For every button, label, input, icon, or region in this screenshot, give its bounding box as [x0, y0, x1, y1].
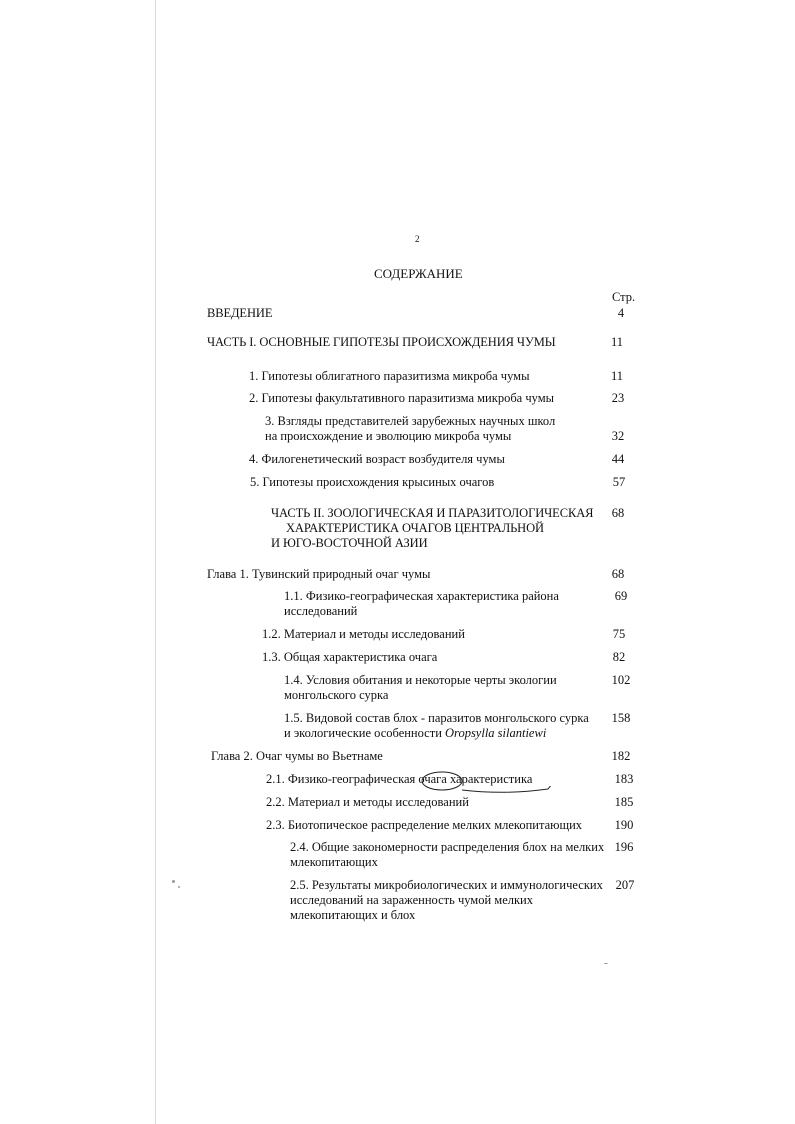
toc-entry-text: 1.1. Физико-географическая характеристика района — [284, 589, 559, 603]
handwritten-circle-mark — [420, 770, 464, 792]
toc-entry-text: исследований на зараженность чумой мелких — [290, 893, 533, 907]
toc-page-number: 185 — [614, 795, 634, 809]
toc-page-number: 68 — [611, 567, 625, 581]
toc-entry-species-name: Oropsylla silantiewi — [445, 726, 547, 740]
toc-page-number: 23 — [611, 391, 625, 405]
toc-entry-text: 2.2. Материал и методы исследований — [266, 795, 469, 809]
toc-page-number: 11 — [610, 335, 624, 349]
toc-page-number: 82 — [612, 650, 626, 664]
toc-page-number: 196 — [614, 840, 634, 854]
toc-page-number: 183 — [614, 772, 634, 786]
toc-entry-text: и экологические особенности Oropsylla silantiewi — [284, 726, 547, 740]
toc-entry-text: Глава 2. Очаг чумы во Вьетнаме — [211, 749, 383, 763]
toc-entry-text: 4. Филогенетический возраст возбудителя чумы — [249, 452, 505, 466]
toc-page-number: 75 — [612, 627, 626, 641]
toc-entry-text: исследований — [284, 604, 358, 618]
toc-entry-text: 1. Гипотезы облигатного паразитизма микроба чумы — [249, 369, 530, 383]
toc-page-number: 182 — [611, 749, 631, 763]
toc-entry-text: И ЮГО-ВОСТОЧНОЙ АЗИИ — [271, 536, 428, 550]
toc-entry-text: 1.2. Материал и методы исследований — [262, 627, 465, 641]
toc-entry-text: ЧАСТЬ II. ЗООЛОГИЧЕСКАЯ И ПАРАЗИТОЛОГИЧЕСКАЯ — [271, 506, 594, 520]
toc-page-number: 69 — [614, 589, 628, 603]
toc-page-number: 68 — [611, 506, 625, 520]
toc-page-number: 158 — [611, 711, 631, 725]
toc-page-number: 32 — [611, 429, 625, 443]
toc-entry-text: 1.4. Условия обитания и некоторые черты экологии — [284, 673, 557, 687]
toc-entry-text: на происхождение и эволюцию микроба чумы — [265, 429, 512, 443]
toc-page-number: 44 — [611, 452, 625, 466]
toc-entry-text: 2.5. Результаты микробиологических и иммунологических — [290, 878, 603, 892]
toc-entry-text: 3. Взгляды представителей зарубежных научных школ — [265, 414, 556, 428]
toc-entry-text: млекопитающих — [290, 855, 378, 869]
page-number: 2 — [415, 234, 420, 244]
toc-page-number: 102 — [611, 673, 631, 687]
toc-entry-text: 1.3. Общая характеристика очага — [262, 650, 438, 664]
page-title: СОДЕРЖАНИЕ — [374, 266, 463, 281]
toc-entry-text: 5. Гипотезы происхождения крысиных очагов — [250, 475, 495, 489]
handwritten-underline-mark — [460, 786, 555, 796]
scan-speck — [604, 963, 608, 964]
toc-page-number: 190 — [614, 818, 634, 832]
toc-page-number: 11 — [610, 369, 624, 383]
page-column-label: Стр. — [612, 290, 636, 304]
toc-entry-text: ВВЕДЕНИЕ — [207, 306, 273, 320]
scan-edge — [155, 0, 156, 1124]
toc-entry-text: 2.3. Биотопическое распределение мелких млекопитающих — [266, 818, 583, 832]
toc-entry-text: 2.4. Общие закономерности распределения блох на мелких — [290, 840, 605, 854]
toc-page-number: 4 — [617, 306, 625, 320]
toc-page-number: 57 — [612, 475, 626, 489]
toc-entry-text: ХАРАКТЕРИСТИКА ОЧАГОВ ЦЕНТРАЛЬНОЙ — [286, 521, 544, 535]
toc-entry-text: 1.5. Видовой состав блох - паразитов монгольского сурка — [284, 711, 589, 725]
toc-entry-text: 2.1. Физико-географическая очага характеристика — [266, 772, 533, 786]
scan-speck — [172, 880, 175, 883]
toc-entry-text: млекопитающих и блох — [290, 908, 416, 922]
scan-speck — [178, 886, 180, 888]
toc-entry-text: ЧАСТЬ I. ОСНОВНЫЕ ГИПОТЕЗЫ ПРОИСХОЖДЕНИЯ ЧУМЫ — [207, 335, 556, 349]
toc-page-number: 207 — [615, 878, 635, 892]
toc-entry-text: монгольского сурка — [284, 688, 389, 702]
toc-entry-text: 2. Гипотезы факультативного паразитизма микроба чумы — [249, 391, 555, 405]
toc-entry-text: Глава 1. Тувинский природный очаг чумы — [207, 567, 431, 581]
